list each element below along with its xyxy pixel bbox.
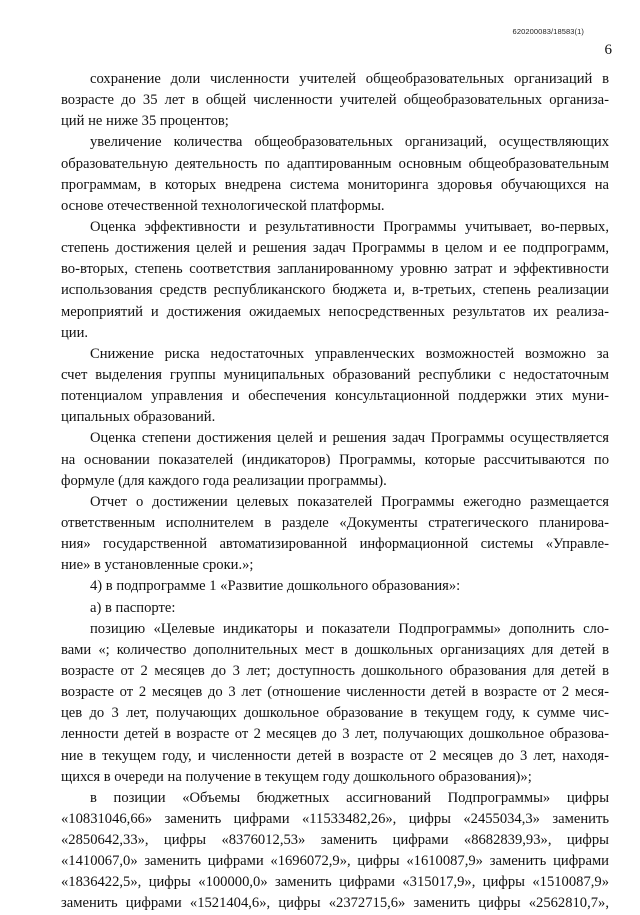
text-line: основе отечественной технологической платформы.	[61, 197, 385, 214]
text-line: программам, в которых внедрена система мониторинга здоровья обучающихся на	[61, 176, 609, 193]
text-line: ответственным исполнителем в разделе «Документы стратегического планирова-	[61, 514, 609, 531]
text-line: «1836422,5», цифры «100000,0» заменить цифрами «315017,9», цифры «1510087,9»	[61, 874, 609, 891]
text-line: заменить цифрами «1521404,6», цифры «2372715,6» заменить цифры «2562810,7»,	[61, 895, 609, 912]
text-line: возрасте от 2 месяцев до 3 лет (отношение численности детей в возрасте от 2 меся-	[61, 684, 609, 701]
page-number: 6	[604, 42, 612, 58]
text-line: Снижение риска недостаточных управленческих возможностей возможно за	[90, 345, 609, 362]
text-line: ленности детей в возрасте от 2 месяцев до 3 лет, получающих дошкольное образова-	[61, 726, 609, 743]
text-line: «2850642,33», цифры «8376012,53» заменить цифрами «8682839,93», цифры	[61, 832, 609, 849]
text-line: ции.	[61, 324, 89, 341]
document-body	[61, 69, 609, 915]
text-line: ций не ниже 35 процентов;	[61, 113, 229, 130]
text-line: «1410067,0» заменить цифрами «1696072,9», цифры «1610087,9» заменить цифрами	[61, 853, 609, 870]
text-line: вами «; количество дополнительных мест в дошкольных организациях для детей в	[61, 641, 609, 658]
text-line: потенциалом управления и обеспечения консультационной поддержки этих муни-	[61, 388, 609, 405]
text-line: сохранение доли численности учителей общеобразовательных организаций в	[90, 71, 609, 87]
text-line: увеличение количества общеобразовательных организаций, осуществляющих	[90, 134, 609, 151]
text-line: формуле (для каждого года реализации программы).	[61, 472, 387, 489]
document-id: 620200083/18583(1)	[512, 27, 584, 36]
text-line: мероприятий и достижения ожидаемых непосредственных результатов их реализа-	[61, 303, 609, 320]
text-line: «10831046,66» заменить цифрами «11533482,26», цифры «2455034,3» заменить	[61, 810, 609, 827]
text-line: позицию «Целевые индикаторы и показатели Подпрограммы» дополнить сло-	[90, 620, 609, 637]
text-line: в позиции «Объемы бюджетных ассигнований Подпрограммы» цифры	[90, 789, 609, 806]
text-line: ципальных образований.	[61, 409, 216, 426]
text-line: образовательную деятельность по адаптированным основным общеобразовательным	[61, 155, 609, 172]
text-line: Отчет о достижении целевых показателей Программы ежегодно размещается	[90, 493, 609, 510]
text-line: 4) в подпрограмме 1 «Развитие дошкольного образования»:	[90, 578, 461, 595]
text-line: возрасте до 35 лет в общей численности учителей общеобразовательных организа-	[61, 92, 609, 109]
text-line: степень достижения целей и решения задач Программы в целом и ее подпрограмм,	[61, 240, 609, 257]
text-line: цев до 3 лет, получающих дошкольное образование в текущем году, к сумме чис-	[61, 705, 609, 722]
text-line: возрасте от 2 месяцев до 3 лет; доступность дошкольного образования для детей в	[61, 662, 609, 679]
text-line: ние» в установленные сроки.»;	[61, 557, 254, 574]
text-line: Оценка степени достижения целей и решения задач Программы осуществляется	[90, 430, 609, 447]
text-line: ние в текущем году, и численности детей в возрасте от 2 месяцев до 3 лет, находя-	[61, 747, 609, 764]
text-line: счет выделения группы муниципальных образований республики с недостаточным	[61, 366, 609, 383]
text-line: во-вторых, степень соответствия запланированному уровню затрат и эффективности	[61, 261, 609, 278]
text-line: а) в паспорте:	[90, 599, 176, 616]
text-line: щихся в очереди на получение в текущем году дошкольного образования)»;	[61, 768, 532, 785]
text-line: ния» государственной автоматизированной информационной системы «Управле-	[61, 536, 609, 553]
text-line: Оценка эффективности и результативности Программы учитывает, во-первых,	[90, 218, 609, 235]
text-line: использования средств республиканского бюджета и, в-третьих, степень реализации	[61, 282, 609, 299]
text-line: на основании показателей (индикаторов) Программы, которые рассчитываются по	[61, 451, 609, 468]
